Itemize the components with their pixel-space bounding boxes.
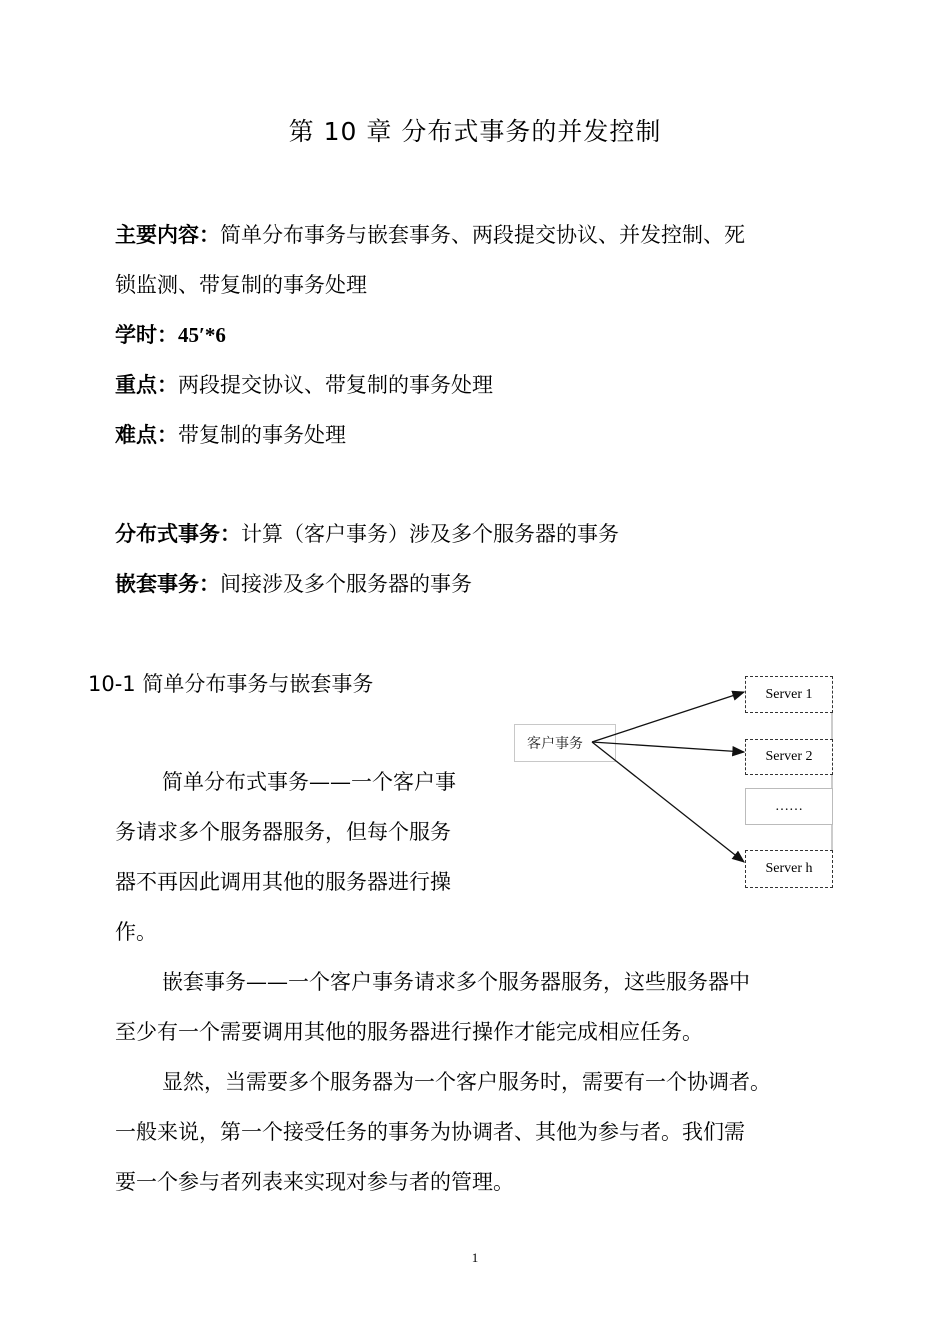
- hours-value: 45′*6: [178, 323, 226, 347]
- nested-term: 嵌套事务: [162, 970, 246, 994]
- simple-para-line-2: 务请求多个服务器服务，但每个服务: [115, 820, 451, 844]
- hours-label: 学时：: [115, 323, 178, 347]
- page-number: 1: [471, 1250, 479, 1265]
- simple-line-1-rest: ——一个客户事: [309, 770, 456, 794]
- arrow-to-server-1: [592, 692, 744, 742]
- nested-label: 嵌套事务：: [115, 572, 220, 596]
- main-content-line-2: 锁监测、带复制的事务处理: [115, 273, 367, 297]
- server-1-box: [745, 676, 833, 713]
- focus-text: 两段提交协议、带复制的事务处理: [178, 373, 493, 397]
- main-content-text-1: 简单分布事务与嵌套事务、两段提交协议、并发控制、死: [220, 223, 745, 247]
- arrow-to-server-2: [592, 742, 744, 752]
- difficulty-text: 带复制的事务处理: [178, 423, 346, 447]
- distributed-label: 分布式事务：: [115, 522, 241, 546]
- focus-label: 重点：: [115, 373, 178, 397]
- simple-para-line-4: 作。: [115, 920, 157, 944]
- coord-para-line-2: 一般来说，第一个接受任务的事务为协调者、其他为参与者。我们需: [115, 1120, 745, 1144]
- client-transaction-label: 客户事务: [527, 736, 583, 752]
- server-1-label: Server 1: [765, 686, 813, 702]
- simple-para-line-3: 器不再因此调用其他的服务器进行操: [115, 870, 451, 894]
- more-servers-label: ……: [775, 798, 803, 814]
- simple-term: 简单分布式事务: [162, 770, 309, 794]
- server-h-box: [745, 850, 833, 888]
- server-2-box: [745, 739, 833, 775]
- more-servers-box: [745, 788, 833, 825]
- nested-line-1-rest: ——一个客户事务请求多个服务器服务，这些服务器中: [246, 970, 750, 994]
- arrow-to-server-h: [592, 742, 744, 862]
- nested-para-line-2: 至少有一个需要调用其他的服务器进行操作才能完成相应任务。: [115, 1020, 703, 1044]
- coord-line-1-end: 。: [750, 1070, 771, 1094]
- difficulty-label: 难点：: [115, 423, 178, 447]
- nested-text: 间接涉及多个服务器的事务: [220, 572, 472, 596]
- coordinator-term: 协调者: [687, 1070, 750, 1094]
- server-h-label: Server h: [765, 861, 813, 876]
- coord-para-line-3: 要一个参与者列表来实现对参与者的管理。: [115, 1170, 514, 1194]
- page-title: 第 10 章 分布式事务的并发控制: [288, 117, 662, 146]
- section-heading: 10-1 简单分布事务与嵌套事务: [88, 672, 374, 696]
- distributed-text: 计算（客户事务）涉及多个服务器的事务: [241, 522, 619, 546]
- main-content-label: 主要内容：: [115, 223, 220, 247]
- coord-line-1-pre: 显然，当需要多个服务器为一个客户服务时，需要有一个: [162, 1070, 687, 1094]
- server-2-label: Server 2: [765, 749, 813, 764]
